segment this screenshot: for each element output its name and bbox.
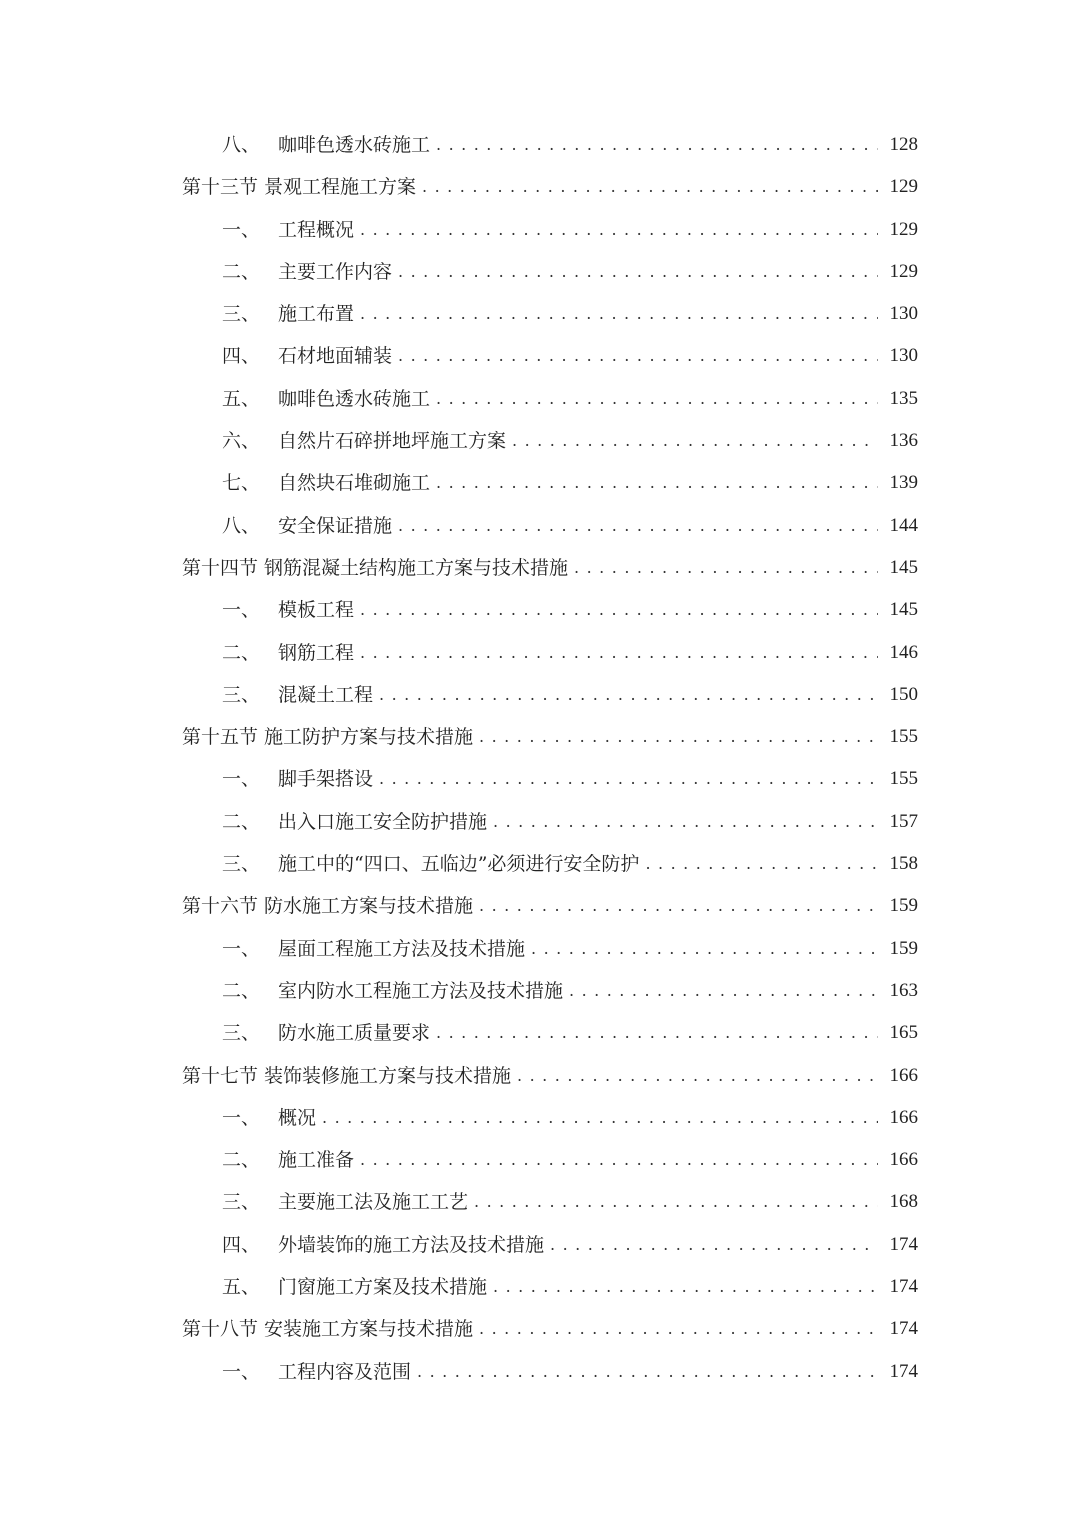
toc-entry-page-number: 159 — [889, 895, 918, 917]
toc-entry-page-number: 129 — [889, 260, 918, 282]
toc-entry-number: 三、 — [222, 853, 261, 876]
toc-entry-title: 防水施工质量要求 — [278, 1022, 431, 1045]
toc-entry-title: 施工中的“四口、五临边”必须进行安全防护 — [278, 853, 640, 876]
dot-leader — [417, 1351, 878, 1393]
toc-entry-number: 第十四节 — [182, 556, 259, 579]
toc-entry-page-number: 129 — [889, 176, 918, 198]
toc-entry-number: 三、 — [222, 1022, 261, 1045]
dot-leader — [398, 335, 878, 377]
toc-section-entry — [182, 1308, 918, 1350]
toc-entry-number: 八、 — [222, 514, 261, 537]
toc-entry-number: 四、 — [222, 1233, 261, 1256]
toc-entry-number: 第十五节 — [182, 726, 259, 749]
dot-leader — [474, 1181, 878, 1223]
toc-entry-title: 安装施工方案与技术措施 — [264, 1318, 474, 1341]
toc-entry-page-number: 163 — [889, 979, 918, 1001]
toc-subsection-entry — [182, 758, 918, 800]
toc-entry-page-number: 174 — [889, 1233, 918, 1255]
toc-entry-number: 二、 — [222, 810, 261, 833]
toc-entry-page-number: 166 — [889, 1064, 918, 1086]
toc-section-entry — [182, 166, 918, 208]
toc-entry-title: 咖啡色透水砖施工 — [278, 387, 431, 410]
toc-entry-title: 钢筋混凝土结构施工方案与技术措施 — [264, 556, 569, 579]
toc-subsection-entry — [182, 1181, 918, 1223]
dot-leader — [398, 505, 878, 547]
toc-entry-page-number: 166 — [889, 1106, 918, 1128]
toc-entry-page-number: 159 — [889, 937, 918, 959]
toc-entry-title: 工程内容及范围 — [278, 1360, 412, 1383]
toc-entry-page-number: 165 — [889, 1022, 918, 1044]
dot-leader — [531, 928, 878, 970]
toc-entry-title: 景观工程施工方案 — [264, 176, 417, 199]
toc-entry-page-number: 155 — [889, 768, 918, 790]
table-of-contents — [182, 124, 918, 1393]
dot-leader — [436, 378, 878, 420]
toc-entry-number: 二、 — [222, 979, 261, 1002]
toc-entry-number: 一、 — [222, 1360, 261, 1383]
toc-subsection-entry — [182, 1097, 918, 1139]
toc-subsection-entry — [182, 843, 918, 885]
toc-entry-number: 五、 — [222, 1276, 261, 1299]
toc-subsection-entry — [182, 674, 918, 716]
toc-subsection-entry — [182, 1351, 918, 1393]
dot-leader — [479, 716, 878, 758]
toc-entry-title: 门窗施工方案及技术措施 — [278, 1276, 488, 1299]
toc-entry-title: 外墙装饰的施工方法及技术措施 — [278, 1233, 545, 1256]
toc-entry-number: 二、 — [222, 1149, 261, 1172]
toc-entry-title: 钢筋工程 — [278, 641, 355, 664]
toc-entry-page-number: 155 — [889, 726, 918, 748]
toc-entry-number: 第十八节 — [182, 1318, 259, 1341]
toc-entry-page-number: 166 — [889, 1149, 918, 1171]
toc-entry-number: 七、 — [222, 472, 261, 495]
toc-entry-title: 施工布置 — [278, 303, 355, 326]
toc-subsection-entry — [182, 970, 918, 1012]
dot-leader — [398, 251, 878, 293]
dot-leader — [360, 589, 878, 631]
dot-leader — [569, 970, 878, 1012]
toc-subsection-entry — [182, 293, 918, 335]
dot-leader — [322, 1097, 878, 1139]
toc-entry-title: 屋面工程施工方法及技术措施 — [278, 937, 526, 960]
toc-entry-title: 自然片石碎拼地坪施工方案 — [278, 430, 507, 453]
toc-entry-page-number: 129 — [889, 218, 918, 240]
toc-entry-number: 第十六节 — [182, 895, 259, 918]
toc-entry-number: 一、 — [222, 218, 261, 241]
toc-entry-number: 六、 — [222, 430, 261, 453]
toc-entry-page-number: 145 — [889, 599, 918, 621]
toc-entry-title: 施工准备 — [278, 1149, 355, 1172]
toc-entry-page-number: 145 — [889, 556, 918, 578]
toc-entry-title: 概况 — [278, 1106, 317, 1129]
toc-entry-number: 一、 — [222, 937, 261, 960]
dot-leader — [512, 420, 878, 462]
dot-leader — [479, 885, 878, 927]
toc-entry-number: 一、 — [222, 1106, 261, 1129]
toc-entry-page-number: 144 — [889, 514, 918, 536]
toc-subsection-entry — [182, 209, 918, 251]
toc-subsection-entry — [182, 420, 918, 462]
toc-entry-title: 主要工作内容 — [278, 260, 393, 283]
dot-leader — [493, 1266, 878, 1308]
toc-entry-title: 脚手架搭设 — [278, 768, 374, 791]
toc-subsection-entry — [182, 632, 918, 674]
toc-entry-page-number: 130 — [889, 303, 918, 325]
dot-leader — [574, 547, 878, 589]
dot-leader — [422, 166, 878, 208]
toc-entry-number: 三、 — [222, 683, 261, 706]
toc-entry-title: 主要施工法及施工工艺 — [278, 1191, 469, 1214]
toc-entry-title: 防水施工方案与技术措施 — [264, 895, 474, 918]
dot-leader — [379, 758, 878, 800]
dot-leader — [479, 1308, 878, 1350]
toc-entry-title: 混凝土工程 — [278, 683, 374, 706]
toc-section-entry — [182, 885, 918, 927]
toc-subsection-entry — [182, 1266, 918, 1308]
dot-leader — [550, 1224, 878, 1266]
dot-leader — [360, 632, 878, 674]
toc-entry-title: 自然块石堆砌施工 — [278, 472, 431, 495]
toc-entry-number: 四、 — [222, 345, 261, 368]
toc-entry-page-number: 168 — [889, 1191, 918, 1213]
dot-leader — [379, 674, 878, 716]
toc-entry-number: 一、 — [222, 768, 261, 791]
dot-leader — [360, 1139, 878, 1181]
toc-entry-title: 出入口施工安全防护措施 — [278, 810, 488, 833]
toc-subsection-entry — [182, 335, 918, 377]
toc-entry-number: 第十三节 — [182, 176, 259, 199]
dot-leader — [493, 801, 878, 843]
toc-entry-number: 一、 — [222, 599, 261, 622]
toc-subsection-entry — [182, 1139, 918, 1181]
toc-entry-number: 二、 — [222, 641, 261, 664]
toc-subsection-entry — [182, 928, 918, 970]
toc-entry-page-number: 146 — [889, 641, 918, 663]
toc-entry-title: 室内防水工程施工方法及技术措施 — [278, 979, 564, 1002]
toc-section-entry — [182, 1055, 918, 1097]
dot-leader — [360, 293, 878, 335]
toc-entry-title: 模板工程 — [278, 599, 355, 622]
toc-entry-number: 五、 — [222, 387, 261, 410]
toc-subsection-entry — [182, 1012, 918, 1054]
toc-subsection-entry — [182, 462, 918, 504]
toc-entry-number: 二、 — [222, 260, 261, 283]
toc-entry-page-number: 128 — [889, 134, 918, 155]
toc-section-entry — [182, 547, 918, 589]
toc-entry-title: 石材地面辅装 — [278, 345, 393, 368]
dot-leader — [436, 1012, 878, 1054]
toc-entry-page-number: 174 — [889, 1318, 918, 1340]
toc-entry-page-number: 157 — [889, 810, 918, 832]
toc-subsection-entry — [182, 505, 918, 547]
toc-entry-page-number: 174 — [889, 1276, 918, 1298]
dot-leader — [436, 124, 878, 166]
toc-entry-title: 咖啡色透水砖施工 — [278, 134, 431, 156]
toc-subsection-entry — [182, 801, 918, 843]
toc-entry-title: 安全保证措施 — [278, 514, 393, 537]
toc-entry-page-number: 150 — [889, 683, 918, 705]
toc-entry-number: 第十七节 — [182, 1064, 259, 1087]
toc-entry-page-number: 135 — [889, 387, 918, 409]
toc-entry-title: 装饰装修施工方案与技术措施 — [264, 1064, 512, 1087]
toc-section-entry — [182, 716, 918, 758]
toc-entry-title: 施工防护方案与技术措施 — [264, 726, 474, 749]
toc-subsection-entry — [182, 1224, 918, 1266]
toc-entry-number: 三、 — [222, 1191, 261, 1214]
toc-entry-page-number: 130 — [889, 345, 918, 367]
toc-subsection-entry — [182, 378, 918, 420]
dot-leader — [645, 843, 878, 885]
dot-leader — [360, 209, 878, 251]
toc-subsection-entry — [182, 124, 918, 166]
toc-subsection-entry — [182, 589, 918, 631]
toc-entry-title: 工程概况 — [278, 218, 355, 241]
toc-entry-page-number: 158 — [889, 853, 918, 875]
dot-leader — [436, 462, 878, 504]
toc-entry-number: 八、 — [222, 134, 261, 156]
toc-entry-page-number: 136 — [889, 430, 918, 452]
toc-subsection-entry — [182, 251, 918, 293]
toc-entry-page-number: 139 — [889, 472, 918, 494]
toc-entry-page-number: 174 — [889, 1360, 918, 1382]
toc-entry-number: 三、 — [222, 303, 261, 326]
dot-leader — [517, 1055, 878, 1097]
